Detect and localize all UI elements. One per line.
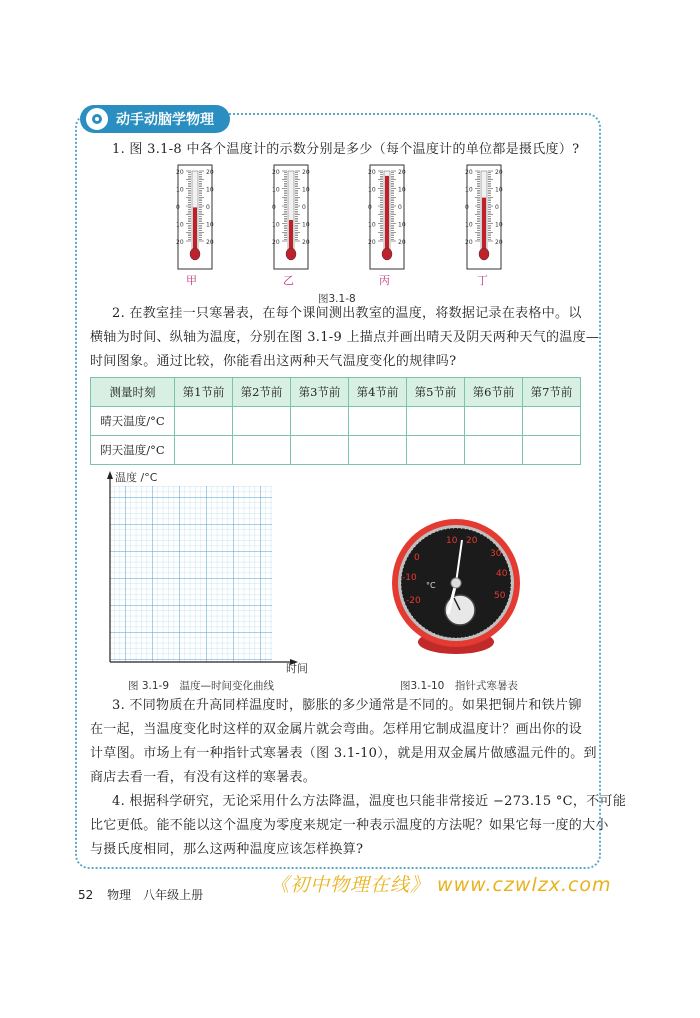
table-cell[interactable] (407, 436, 465, 465)
book-title: 物理 八年级上册 (107, 888, 204, 902)
q1-text: 1. 图 3.1-8 中各个温度计的示数分别是多少（每个温度计的单位都是摄氏度）? (112, 142, 580, 157)
section-title: 动手动脑学物理 (116, 112, 214, 128)
thermometer-scale-label: 20 (302, 169, 310, 176)
table-cell[interactable] (523, 407, 581, 436)
thermometer-scale-label: 0 (206, 204, 210, 211)
dial-unit: °C (426, 581, 436, 590)
table-header-row (91, 378, 581, 407)
thermometer-scale-label: 0 (495, 204, 499, 211)
table-cell[interactable] (407, 407, 465, 436)
table-header-cell: 测量时刻 (91, 378, 175, 407)
table-cell[interactable] (233, 407, 291, 436)
table-header-cell: 第3节前 (291, 378, 349, 407)
thermometer-scale-label: 10 (398, 186, 406, 194)
section-header (80, 105, 230, 133)
thermometer-scale-label: 10 (495, 186, 503, 194)
thermometer-scale-label: 0 (465, 204, 469, 211)
dial-thermometer-image (388, 518, 524, 658)
table-header-cell: 第7节前 (523, 378, 581, 407)
thermometer-scale-label: 10 (465, 221, 473, 229)
thermometer-label-ding: 丁 (477, 274, 488, 287)
q3-line3: 计草图。市场上有一种指针式寒暑表（图 3.1-10），就是用双金属片做感温元件的。到 (90, 746, 597, 761)
thermometer-scale-label: 20 (495, 169, 503, 176)
page-footer (78, 886, 203, 903)
row-label-cloudy: 阴天温度/°C (91, 436, 175, 465)
thermometer (463, 163, 505, 271)
table-cell[interactable] (523, 436, 581, 465)
thermometer-scale-label: 20 (465, 169, 473, 176)
dial-number: 30 (490, 549, 502, 559)
section-icon (86, 108, 108, 130)
q2-line3: 时间图象。通过比较，你能看出这两种天气温度变化的规律吗? (90, 354, 457, 369)
q4-line3: 与摄氏度相同，那么这两种温度应该怎样换算? (90, 842, 364, 857)
thermometer-scale-label: 10 (398, 221, 406, 229)
q2-line2: 横轴为时间、纵轴为温度，分别在图 3.1-9 上描点并画出晴天及阴天两种天气的温度— (90, 330, 600, 345)
thermometer-scale-label: 0 (272, 204, 276, 211)
temperature-time-grid (98, 470, 310, 675)
thermometer-scale-label: 0 (302, 204, 306, 211)
y-axis-arrow (107, 471, 113, 479)
q4-line2: 比它更低。能不能以这个温度为零度来规定一种表示温度的方法呢？如果它每一度的大小 (90, 818, 609, 833)
dial-number: -20 (406, 596, 421, 606)
thermometer-scale-label: 20 (272, 239, 280, 246)
table-cell[interactable] (175, 407, 233, 436)
thermometer-scale-label: 10 (495, 221, 503, 229)
x-axis-label: 时间 (286, 662, 308, 675)
thermometer-label-bing: 丙 (379, 274, 390, 287)
dial-number: 0 (414, 553, 420, 563)
dial-number: 10 (446, 536, 458, 546)
thermometer-scale-label: 0 (368, 204, 372, 211)
thermometer-scale-label: 20 (302, 239, 310, 246)
thermometer-scale-label: 10 (176, 186, 184, 194)
table-header-cell: 第1节前 (175, 378, 233, 407)
thermometer-scale-label: 20 (272, 169, 280, 176)
table-cell[interactable] (291, 407, 349, 436)
dial-number: -10 (402, 573, 417, 583)
thermometer-scale-label: 10 (368, 186, 376, 194)
table-cell[interactable] (291, 436, 349, 465)
table-row (91, 407, 581, 436)
thermometer-scale-label: 20 (206, 169, 214, 176)
q3-line1: 3. 不同物质在升高同样温度时，膨胀的多少通常是不同的。如果把铜片和铁片铆 (112, 698, 582, 713)
thermometer-scale-label: 20 (176, 169, 184, 176)
thermometer-label-yi: 乙 (283, 274, 294, 287)
thermometer-label-jia: 甲 (186, 274, 197, 287)
thermometer-scale-label: 20 (368, 239, 376, 246)
table-cell[interactable] (465, 436, 523, 465)
thermometer-scale-label: 20 (495, 239, 503, 246)
table-row (91, 436, 581, 465)
thermometer (366, 163, 408, 271)
thermometer-scale-label: 10 (302, 186, 310, 194)
thermometer-scale-label: 10 (272, 186, 280, 194)
q3-line4: 商店去看一看，有没有这样的寒暑表。 (90, 770, 317, 785)
thermometer-scale-label: 10 (176, 221, 184, 229)
grid-area (110, 486, 272, 662)
thermometer-scale-label: 20 (398, 169, 406, 176)
watermark: 《初中物理在线》 www.czwlzx.com (270, 874, 612, 896)
table-cell[interactable] (233, 436, 291, 465)
table-cell[interactable] (349, 436, 407, 465)
figure-3-1-9-caption: 图 3.1-9 温度—时间变化曲线 (128, 680, 275, 692)
figure-3-1-10-caption: 图3.1-10 指针式寒暑表 (400, 680, 518, 692)
thermometer-scale-label: 10 (302, 221, 310, 229)
table-header-cell: 第6节前 (465, 378, 523, 407)
y-axis-label: 温度 /°C (115, 471, 158, 484)
q4-line1: 4. 根据科学研究，无论采用什么方法降温，温度也只能非常接近 −273.15 °C，不可能 (112, 794, 627, 809)
row-label-sunny: 晴天温度/°C (91, 407, 175, 436)
table-header-cell: 第5节前 (407, 378, 465, 407)
thermometer-scale-label: 20 (465, 239, 473, 246)
thermometer-scale-label: 10 (206, 186, 214, 194)
thermometer-scale-label: 20 (398, 239, 406, 246)
temperature-table (90, 377, 581, 465)
dial-number: 50 (494, 591, 506, 601)
thermometer-scale-label: 20 (206, 239, 214, 246)
thermometer-scale-label: 10 (272, 221, 280, 229)
page-number: 52 (78, 888, 94, 902)
thermometer (270, 163, 312, 271)
figure-3-1-8-caption: 图3.1-8 (318, 293, 356, 305)
table-cell[interactable] (465, 407, 523, 436)
table-header-cell: 第4节前 (349, 378, 407, 407)
thermometer-scale-label: 20 (368, 169, 376, 176)
dial-number: 20 (466, 536, 478, 546)
thermometer-scale-label: 10 (206, 221, 214, 229)
table-header-cell: 第2节前 (233, 378, 291, 407)
table-cell[interactable] (349, 407, 407, 436)
q2-line1: 2. 在教室挂一只寒暑表，在每个课间测出教室的温度，将数据记录在表格中。以 (112, 306, 582, 321)
dial-number: 40 (496, 569, 508, 579)
table-cell[interactable] (175, 436, 233, 465)
thermometer-scale-label: 0 (176, 204, 180, 211)
thermometer-scale-label: 20 (176, 239, 184, 246)
thermometer-scale-label: 0 (398, 204, 402, 211)
thermometer-scale-label: 10 (465, 186, 473, 194)
q3-line2: 在一起，当温度变化时这样的双金属片就会弯曲。怎样用它制成温度计？画出你的设 (90, 722, 583, 737)
thermometer-scale-label: 10 (368, 221, 376, 229)
thermometer (174, 163, 216, 271)
